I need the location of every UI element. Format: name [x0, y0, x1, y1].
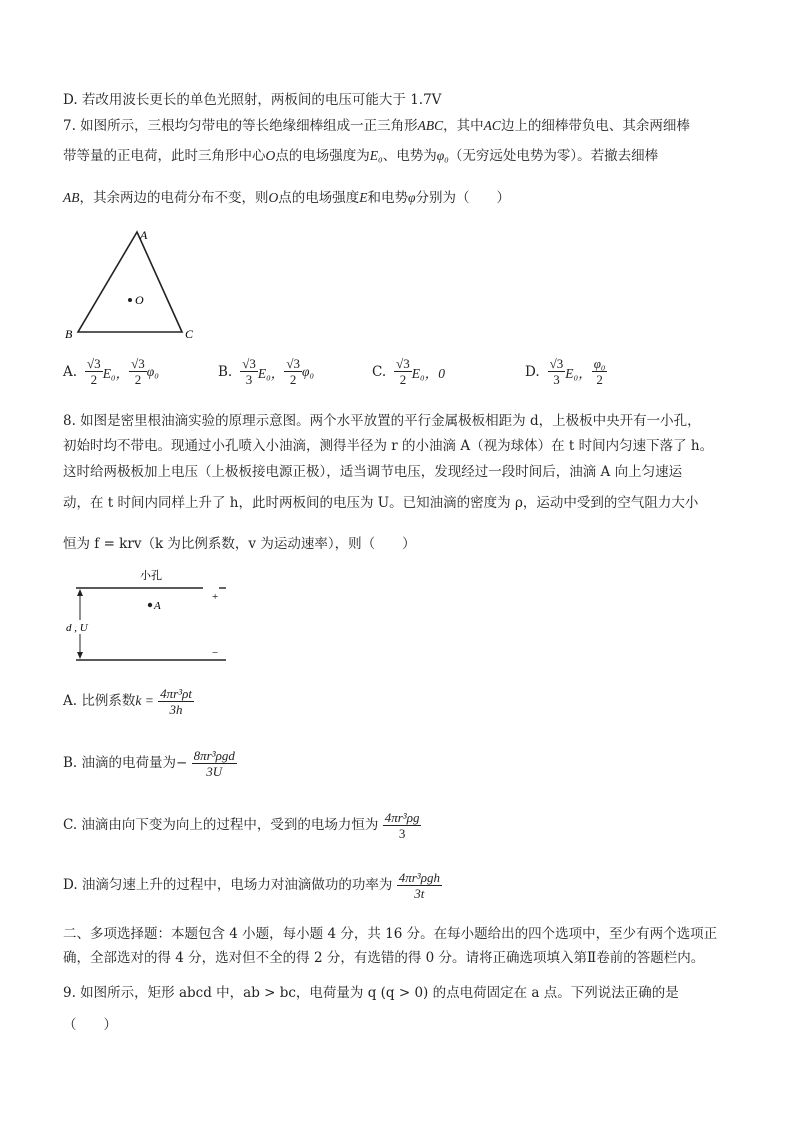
frac: $\frac{√3}{3}$ [549, 356, 564, 387]
q8-line-2: 初始时均不带电。现通过小孔喷入小油滴，测得半径为 r 的小油滴 A（视为球体）在 t 时间内匀速下落了 h。 [63, 438, 714, 454]
frac: $\frac{\text{4πr³ρg}}{3}$ [384, 810, 420, 841]
frac: $\frac{√3}{2}$ [131, 356, 145, 387]
hole-label: 小孔 [140, 570, 162, 582]
frac: $\frac{√3}{2}$ [87, 356, 101, 387]
vertex-b-label: B [65, 327, 73, 341]
center-o-label: O [135, 293, 144, 307]
q6-option-d: D. 若改用波长更长的单色光照射，两板间的电压可能大于 1.7V [63, 92, 442, 108]
center-point-o [128, 298, 132, 302]
q9-line-1: 9. 如图所示，矩形 abcd 中，ab > bc，电荷量为 q (q > 0) 的点电荷固定在 a 点。下列说法正确的是 [63, 985, 679, 1001]
q8-line-5: 恒为 f = krv（k 为比例系数，v 为运动速率），则（ ） [63, 536, 416, 552]
section2-line-1: 二、多项选择题：本题包含 4 小题，每小题 4 分，共 16 分。在每小题给出的四个选项中，至少有两个选项正 [63, 926, 718, 942]
q7-option-a: A. $\frac{√3}{2}$ E₀， $\frac{√3}{2}$ φ₀ [63, 356, 159, 387]
drop-a-label: A [154, 600, 161, 612]
frac: $\frac{\text{4πr³ρgh}}{3t}$ [398, 870, 440, 901]
frac: $\frac{√3}{2}$ [286, 356, 300, 387]
d-u-label: d , U [66, 622, 88, 634]
q9-line-2: （ ） [63, 1017, 117, 1033]
plus-sign: + [212, 591, 219, 603]
q8-option-b: B. 油滴的电荷量为− $\frac{\text{8πr³ρgd}}{3U}$ [63, 748, 235, 779]
q8-option-a: A. 比例系数k = $\frac{\text{4πr³ρt}}{3h}$ [63, 686, 192, 717]
millikan-figure [60, 564, 235, 668]
q7-line-2: 带等量的正电荷，此时三角形中心O点的电场强度为E₀、电势为φ₀（无穷远处电势为零）。若撤去细棒 [63, 148, 659, 164]
q8-line-3: 这时给两极板加上电压（上极板接电源正极），适当调节电压，发现经过一段时间后，油滴 A 向上匀速运 [63, 464, 683, 480]
triangle-figure [60, 222, 200, 342]
frac: $\frac{√3}{2}$ [396, 356, 410, 387]
q7-line-3: AB，其余两边的电荷分布不变，则O点的电场强度E和电势φ分别为（ ） [63, 190, 510, 206]
frac: $\frac{\text{8πr³ρgd}}{3U}$ [193, 748, 235, 779]
frac: $\frac{\text{4πr³ρt}}{3h}$ [160, 686, 192, 717]
triangle-abc [78, 232, 182, 332]
frac: $\frac{\text{φ₀}}{2}$ [593, 356, 606, 387]
q8-option-d: D. 油滴匀速上升的过程中，电场力对油滴做功的功率为 $\frac{\text{4πr³ρgh}}{3t}$ [63, 870, 440, 901]
section2-line-2: 确，全部选对的得 4 分，选对但不全的得 2 分，有选错的得 0 分。请将正确选项填入第Ⅱ卷前的答题栏内。 [63, 950, 705, 966]
q7-option-b: B. $\frac{√3}{3}$ E₀， $\frac{√3}{2}$ φ₀ [218, 356, 315, 387]
q7-line-1: 7. 如图所示，三根均匀带电的等长绝缘细棒组成一正三角形ABC，其中AC边上的细棒带负电、其余两细棒 [63, 118, 690, 134]
arrow-head-up [77, 589, 83, 596]
vertex-c-label: C [185, 327, 194, 341]
q8-option-c: C. 油滴由向下变为向上的过程中，受到的电场力恒为 $\frac{\text{4πr³ρg}}{3}$ [63, 810, 420, 841]
q8-line-4: 动，在 t 时间内同样上升了 h，此时两板间的电压为 U。已知油滴的密度为 ρ，运动中受到的空气阻力大小 [63, 495, 699, 511]
q8-line-1: 8. 如图是密里根油滴实验的原理示意图。两个水平放置的平行金属极板相距为 d，上极板中央开有一小孔， [63, 413, 701, 429]
vertex-a-label: A [140, 228, 148, 242]
q7-option-d: D. $\frac{√3}{3}$ E₀， $\frac{\text{φ₀}}{2}$ [525, 356, 606, 387]
q7-option-c: C. $\frac{√3}{2}$ E₀，0 [372, 356, 445, 387]
oil-drop-a [148, 603, 152, 607]
minus-sign: − [212, 647, 219, 659]
frac: $\frac{√3}{3}$ [242, 356, 256, 387]
arrow-head-down [77, 652, 83, 659]
